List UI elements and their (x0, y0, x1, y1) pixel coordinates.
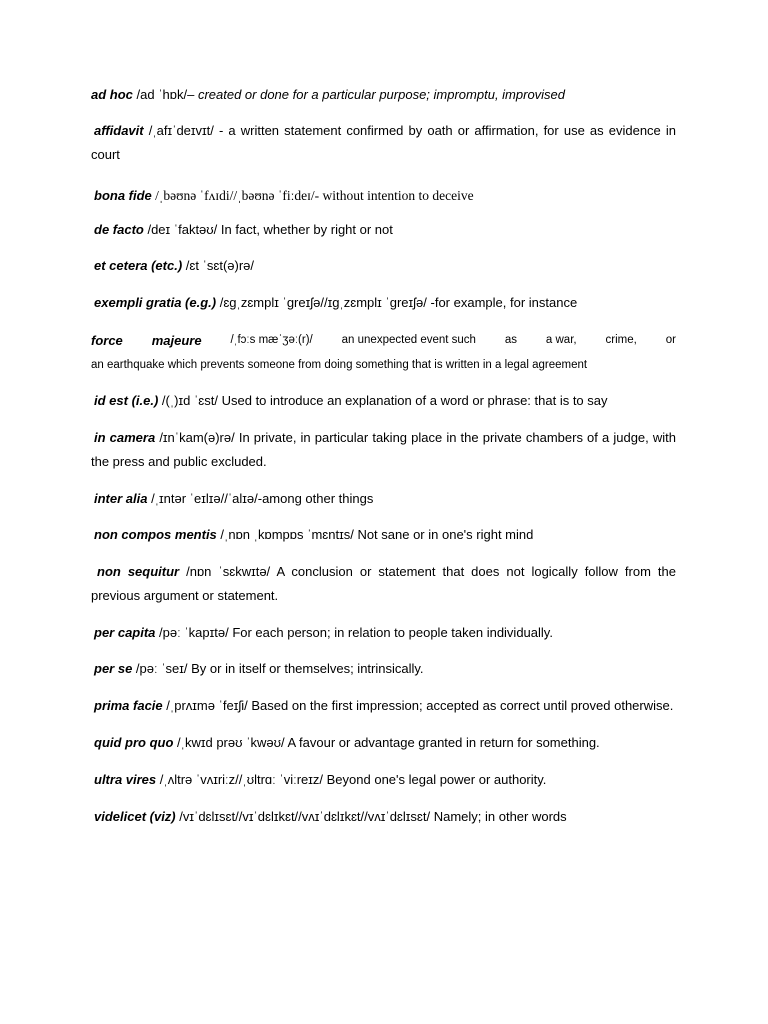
entry-term: ad hoc (91, 87, 133, 102)
entry-definition: By or in itself or themselves; intrinsically. (191, 661, 424, 676)
entry-term: et cetera (etc.) (94, 258, 183, 273)
entry-term: quid pro quo (94, 735, 174, 750)
entry-definition: For each person; in relation to people taken individually. (232, 625, 553, 640)
entry-definition: Beyond one's legal power or authority. (326, 772, 547, 787)
entry-de-facto (91, 218, 676, 242)
entry-term: non compos mentis (94, 527, 217, 542)
entry-definition-word: or (665, 334, 676, 346)
entry-definition: created or done for a particular purpose; impromptu, improvised (197, 87, 566, 102)
entry-definition: A favour or advantage granted in return for something. (287, 735, 600, 750)
entry-pronunciation: /ɛt ˈsɛt(ə)rə/ (182, 258, 255, 273)
entry-term: per se (94, 661, 133, 676)
entry-prima-facie (91, 694, 676, 718)
entry-ad-hoc (91, 83, 676, 107)
entry-definition: -for example, for instance (430, 295, 578, 310)
entry-pronunciation: /ˌnɒn ˌkɒmpɒs ˈmɛntɪs/ (216, 527, 358, 542)
entry-definition: a written statement confirmed by oath or affirmation, for use as evidence in court (91, 123, 676, 162)
entry-force-majeure-continued: an earthquake which prevents someone from doing something that is written in a legal agreement (91, 359, 588, 371)
entry-definition: Not sane or in one's right mind (357, 527, 534, 542)
entry-definition-word: as (504, 334, 517, 346)
entry-term: ultra vires (94, 772, 157, 787)
entry-et-cetera (91, 254, 676, 278)
entry-term: bona fide (94, 188, 152, 203)
entry-term: exempli gratia (e.g.) (94, 295, 217, 310)
entry-term: non sequitur (97, 564, 180, 579)
entry-term: id est (i.e.) (94, 393, 159, 408)
entry-non-sequitur (91, 560, 676, 608)
entry-term: de facto (94, 222, 144, 237)
entry-quid-pro-quo (91, 731, 676, 755)
entry-in-camera (91, 426, 676, 474)
entry-inter-alia (91, 487, 676, 511)
entry-definition-word: a war, (545, 334, 577, 346)
entry-pronunciation: /pəː ˈseɪ/ (132, 661, 192, 676)
entry-term: affidavit (94, 123, 144, 138)
entry-pronunciation: /ɛɡˌzɛmplɪ ˈɡreɪʃə//ɪɡˌzɛmplɪ ˈɡreɪʃə/ (216, 295, 431, 310)
entry-pronunciation: /ˌbəʊnə ˈfʌɪdi//ˌbəʊnə ˈfiːdeɪ/- (151, 188, 323, 203)
entry-pronunciation: /ˌafɪˈdeɪvɪt/ - (143, 123, 229, 138)
entry-pronunciation: /ad ˈhɒk/– (132, 87, 198, 102)
entry-definition-word: an unexpected event such (341, 334, 476, 346)
entry-pronunciation: /deɪ ˈfaktəʊ/ (143, 222, 221, 237)
entry-force-majeure (91, 329, 676, 351)
entry-definition: Used to introduce an explanation of a word or phrase: that is to say (221, 393, 608, 408)
entry-pronunciation: /ˌfɔːs mæˈʒəː(r)/ (230, 334, 313, 346)
entry-per-capita (91, 621, 676, 645)
entry-term: in camera (94, 430, 156, 445)
entry-affidavit (91, 119, 676, 167)
entry-definition: Namely; in other words (433, 809, 567, 824)
entry-term: inter alia (94, 491, 148, 506)
entry-pronunciation: /nɒn ˈsɛkwɪtə/ (179, 564, 277, 579)
entry-term: per capita (94, 625, 156, 640)
entry-pronunciation: /ˌprʌɪmə ˈfeɪʃi/ (162, 698, 252, 713)
entry-term-word-2: majeure (151, 332, 202, 348)
entry-definition: In private, in particular taking place in the private chambers of a judge, with the press and public excluded. (91, 430, 676, 469)
entry-pronunciation: /(ˌ)ɪd ˈɛst/ (158, 393, 222, 408)
entry-definition: A conclusion or statement that does not logically follow from the previous argument or statement. (91, 564, 677, 603)
entry-ultra-vires (91, 768, 676, 792)
entry-pronunciation: /ˌʌltrə ˈvʌɪriːz//ˌʊltrɑː ˈviːreɪz/ (156, 772, 327, 787)
entry-per-se (91, 657, 676, 681)
entry-definition: Based on the first impression; accepted as correct until proved otherwise. (251, 698, 674, 713)
entry-bona-fide (91, 184, 676, 208)
entry-exempli-gratia (91, 291, 676, 315)
entry-videlicet (91, 805, 676, 829)
entry-definition-word: crime, (605, 334, 637, 346)
entry-definition: without intention to deceive (322, 188, 474, 203)
entry-definition: In fact, whether by right or not (220, 222, 393, 237)
entry-definition: -among other things (257, 491, 374, 506)
entry-pronunciation: /ˌkwɪd prəʊ ˈkwəʊ/ (173, 735, 288, 750)
entry-pronunciation: /ɪnˈkam(ə)rə/ (155, 430, 239, 445)
entry-term: videlicet (viz) (94, 809, 176, 824)
entry-non-compos-mentis (91, 523, 676, 547)
entry-id-est (91, 389, 676, 413)
entry-term-word-1: force (91, 332, 123, 348)
entry-pronunciation: /vɪˈdɛlɪsɛt//vɪˈdɛlɪkɛt//vʌɪˈdɛlɪkɛt//vʌɪˈdɛlɪsɛt/ (175, 809, 434, 824)
entry-pronunciation: /pəː ˈkapɪtə/ (155, 625, 233, 640)
entry-pronunciation: /ˌɪntər ˈeɪlɪə//ˈalɪə/ (147, 491, 258, 506)
entry-term: prima facie (94, 698, 163, 713)
